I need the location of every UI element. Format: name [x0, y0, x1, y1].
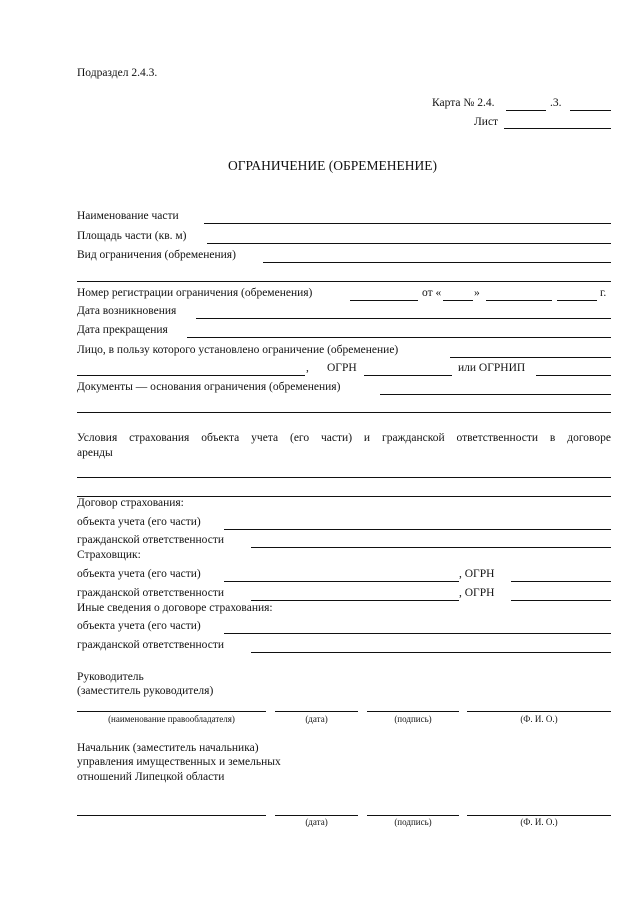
contract-civil-line: [251, 547, 611, 548]
chief-date-line: [275, 815, 358, 816]
year-line: [557, 300, 597, 301]
other-civil-label: гражданской ответственности: [77, 639, 224, 651]
owner-name-line: [77, 711, 266, 712]
reg-number-label: Номер регистрации ограничения (обременения): [77, 287, 313, 299]
year-suffix: г.: [600, 287, 607, 299]
insurer-object-label: объекта учета (его части): [77, 568, 201, 580]
insurer-civil-line: [251, 600, 459, 601]
insurer-label: Страховщик:: [77, 549, 141, 561]
card-number-line-1: [506, 110, 546, 111]
other-object-line: [224, 633, 611, 634]
ogrnip-line: [536, 375, 611, 376]
insurer-civil-label: гражданской ответственности: [77, 587, 224, 599]
contract-civil-label: гражданской ответственности: [77, 534, 224, 546]
restriction-type-line-2: [77, 281, 611, 282]
chief-fio-line: [467, 815, 611, 816]
insurer-civil-ogrn: , ОГРН: [459, 587, 495, 599]
end-date-line: [187, 337, 611, 338]
head-date-caption: (дата): [305, 714, 328, 724]
page-title: ОГРАНИЧЕНИЕ (ОБРЕМЕНЕНИЕ): [228, 158, 437, 173]
head-signature-caption: (подпись): [394, 714, 432, 724]
sheet-label: Лист: [474, 116, 499, 128]
card-number-label: Карта № 2.4.: [432, 97, 495, 109]
owner-name-caption: (наименование правообладателя): [108, 714, 235, 724]
part-name-label: Наименование части: [77, 210, 179, 222]
other-info-label: Иные сведения о договоре страхования:: [77, 602, 273, 614]
head-label: Руководитель: [77, 671, 144, 683]
end-date-label: Дата прекращения: [77, 324, 168, 336]
chief-name-line: [77, 815, 266, 816]
card-number-mid: .3.: [550, 97, 562, 109]
beneficiary-label: Лицо, в пользу которого установлено ограничение (обременение): [77, 344, 399, 356]
chief-signature-line: [367, 815, 459, 816]
other-object-label: объекта учета (его части): [77, 620, 201, 632]
contract-object-line: [224, 529, 611, 530]
beneficiary-line-2: [77, 375, 305, 376]
documents-line: [380, 394, 611, 395]
from-label: от «: [422, 287, 442, 299]
day-line: [443, 300, 473, 301]
insurance-conditions-cont: аренды: [77, 447, 113, 459]
contract-object-label: объекта учета (его части): [77, 516, 201, 528]
insurance-conditions-label: Условия страхования объекта учета (его части) и гражданской ответственности в договоре: [77, 432, 611, 444]
part-name-line: [204, 223, 611, 224]
chief-line-3: отношений Липецкой области: [77, 771, 225, 783]
subsection-label: Подраздел 2.4.3.: [77, 67, 158, 79]
chief-line-1: Начальник (заместитель начальника): [77, 742, 259, 754]
chief-date-caption: (дата): [305, 817, 328, 827]
ogrnip-label: или ОГРНИП: [458, 362, 526, 374]
ogrn-label: ОГРН: [327, 362, 357, 374]
beneficiary-comma: ,: [306, 362, 309, 374]
sheet-line: [504, 128, 611, 129]
other-civil-line: [251, 652, 611, 653]
chief-line-2: управления имущественных и земельных: [77, 756, 281, 768]
part-area-label: Площадь части (кв. м): [77, 230, 187, 242]
insurer-object-ogrn: , ОГРН: [459, 568, 495, 580]
month-line: [486, 300, 552, 301]
quote-close: »: [474, 287, 480, 299]
head-signature-line: [367, 711, 459, 712]
ogrn-line: [364, 375, 452, 376]
head-date-line: [275, 711, 358, 712]
beneficiary-line: [450, 357, 611, 358]
restriction-type-label: Вид ограничения (обременения): [77, 249, 236, 261]
insurer-object-line: [224, 581, 459, 582]
insurer-object-ogrn-line: [511, 581, 611, 582]
restriction-type-line: [263, 262, 611, 263]
head-fio-line: [467, 711, 611, 712]
head-fio-caption: (Ф. И. О.): [520, 714, 558, 724]
start-date-label: Дата возникновения: [77, 305, 177, 317]
documents-line-2: [77, 412, 611, 413]
reg-number-line: [350, 300, 418, 301]
insurance-contract-label: Договор страхования:: [77, 497, 184, 509]
chief-fio-caption: (Ф. И. О.): [520, 817, 558, 827]
start-date-line: [196, 318, 611, 319]
part-area-line: [207, 243, 611, 244]
deputy-label: (заместитель руководителя): [77, 685, 214, 697]
chief-signature-caption: (подпись): [394, 817, 432, 827]
card-number-line-2: [570, 110, 611, 111]
documents-label: Документы — основания ограничения (обременения): [77, 381, 341, 393]
insurance-conditions-line-1: [77, 477, 611, 478]
insurer-civil-ogrn-line: [511, 600, 611, 601]
